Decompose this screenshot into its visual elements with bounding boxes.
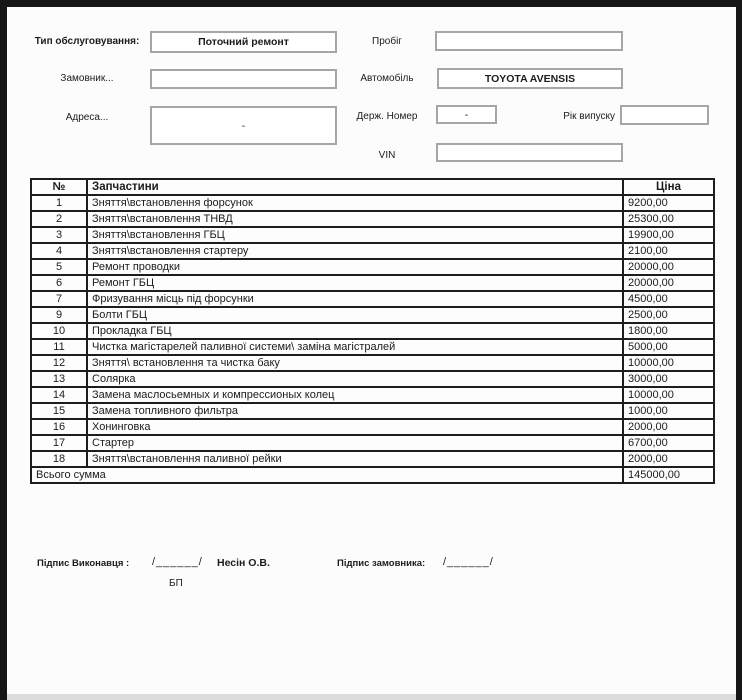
cell-price: 10000,00 [623, 355, 714, 371]
bottom-strip [7, 694, 736, 700]
service-type-label: Тип обслуговування: [34, 36, 140, 47]
cell-part: Зняття\встановлення ГБЦ [87, 227, 623, 243]
cell-price: 2500,00 [623, 307, 714, 323]
total-value: 145000,00 [623, 467, 714, 483]
executor-signature-label: Підпис Виконавця : [37, 558, 130, 569]
cell-part: Зняття\ встановлення та чистка баку [87, 355, 623, 371]
executor-signature-line: /______/ [152, 556, 203, 568]
cell-num: 3 [31, 227, 87, 243]
cell-price: 4500,00 [623, 291, 714, 307]
table-row [31, 307, 714, 323]
year-field[interactable] [620, 105, 709, 125]
state-number-label: Держ. Номер [356, 111, 418, 122]
cell-num: 14 [31, 387, 87, 403]
mileage-label: Пробіг [372, 36, 402, 47]
table-header-row [31, 179, 714, 195]
cell-price: 10000,00 [623, 387, 714, 403]
year-label: Рік випуску [563, 111, 615, 122]
table-row [31, 339, 714, 355]
cell-price: 20000,00 [623, 275, 714, 291]
cell-price: 3000,00 [623, 371, 714, 387]
cell-part: Ремонт ГБЦ [87, 275, 623, 291]
cell-price: 9200,00 [623, 195, 714, 211]
cell-part: Хонинговка [87, 419, 623, 435]
cell-price: 20000,00 [623, 259, 714, 275]
service-type-field[interactable]: Поточний ремонт [150, 31, 337, 53]
cell-part: Замена топливного фильтра [87, 403, 623, 419]
vin-label: VIN [378, 150, 396, 161]
table-row [31, 451, 714, 467]
cell-price: 6700,00 [623, 435, 714, 451]
cell-num: 2 [31, 211, 87, 227]
cell-price: 2000,00 [623, 419, 714, 435]
table-row [31, 291, 714, 307]
cell-num: 6 [31, 275, 87, 291]
address-field[interactable]: - [150, 106, 337, 145]
cell-part: Ремонт проводки [87, 259, 623, 275]
table-row [31, 387, 714, 403]
cell-part: Зняття\встановлення стартеру [87, 243, 623, 259]
table-row [31, 355, 714, 371]
cell-price: 2000,00 [623, 451, 714, 467]
cell-part: Прокладка ГБЦ [87, 323, 623, 339]
mileage-field[interactable] [435, 31, 623, 51]
cell-price: 2100,00 [623, 243, 714, 259]
cell-num: 15 [31, 403, 87, 419]
executor-stamp: БП [169, 578, 183, 589]
cell-num: 4 [31, 243, 87, 259]
header-num: № [31, 179, 87, 195]
header-parts: Запчастини [87, 179, 623, 195]
table-row [31, 371, 714, 387]
cell-num: 12 [31, 355, 87, 371]
table-row [31, 403, 714, 419]
cell-num: 18 [31, 451, 87, 467]
vehicle-label: Автомобіль [360, 73, 414, 84]
cell-price: 1000,00 [623, 403, 714, 419]
cell-part: Зняття\встановлення ТНВД [87, 211, 623, 227]
cell-num: 5 [31, 259, 87, 275]
cell-num: 11 [31, 339, 87, 355]
table-row [31, 227, 714, 243]
cell-num: 16 [31, 419, 87, 435]
vehicle-field[interactable]: TOYOTA AVENSIS [437, 68, 623, 89]
cell-part: Фризування місць під форсунки [87, 291, 623, 307]
vin-field[interactable] [436, 143, 623, 162]
state-number-field[interactable]: - [436, 105, 497, 124]
cell-part: Стартер [87, 435, 623, 451]
cell-num: 1 [31, 195, 87, 211]
cell-num: 13 [31, 371, 87, 387]
address-label: Адреса... [65, 112, 109, 123]
table-row [31, 323, 714, 339]
cell-part: Зняття\встановлення паливної рейки [87, 451, 623, 467]
cell-price: 5000,00 [623, 339, 714, 355]
executor-name: Несін О.В. [217, 557, 270, 569]
total-label: Всього сумма [31, 467, 623, 483]
customer-signature-line: /______/ [443, 556, 494, 568]
cell-price: 1800,00 [623, 323, 714, 339]
customer-signature-label: Підпис замовника: [337, 558, 426, 569]
table-row [31, 259, 714, 275]
table-row [31, 275, 714, 291]
header-price: Ціна [623, 179, 714, 195]
cell-part: Зняття\встановлення форсунок [87, 195, 623, 211]
table-row [31, 243, 714, 259]
cell-part: Солярка [87, 371, 623, 387]
table-row [31, 435, 714, 451]
cell-part: Замена маслосьемных и компрессионых колец [87, 387, 623, 403]
customer-label: Замовник... [60, 73, 114, 84]
total-row [31, 467, 714, 483]
document-page [7, 7, 736, 700]
cell-part: Чистка магістарелей паливної системи\ заміна магістралей [87, 339, 623, 355]
cell-price: 19900,00 [623, 227, 714, 243]
cell-num: 17 [31, 435, 87, 451]
parts-table [30, 178, 715, 484]
cell-price: 25300,00 [623, 211, 714, 227]
cell-part: Болти ГБЦ [87, 307, 623, 323]
table-row [31, 211, 714, 227]
table-row [31, 419, 714, 435]
cell-num: 7 [31, 291, 87, 307]
table-row [31, 195, 714, 211]
cell-num: 9 [31, 307, 87, 323]
parts-table-body [31, 195, 714, 467]
cell-num: 10 [31, 323, 87, 339]
